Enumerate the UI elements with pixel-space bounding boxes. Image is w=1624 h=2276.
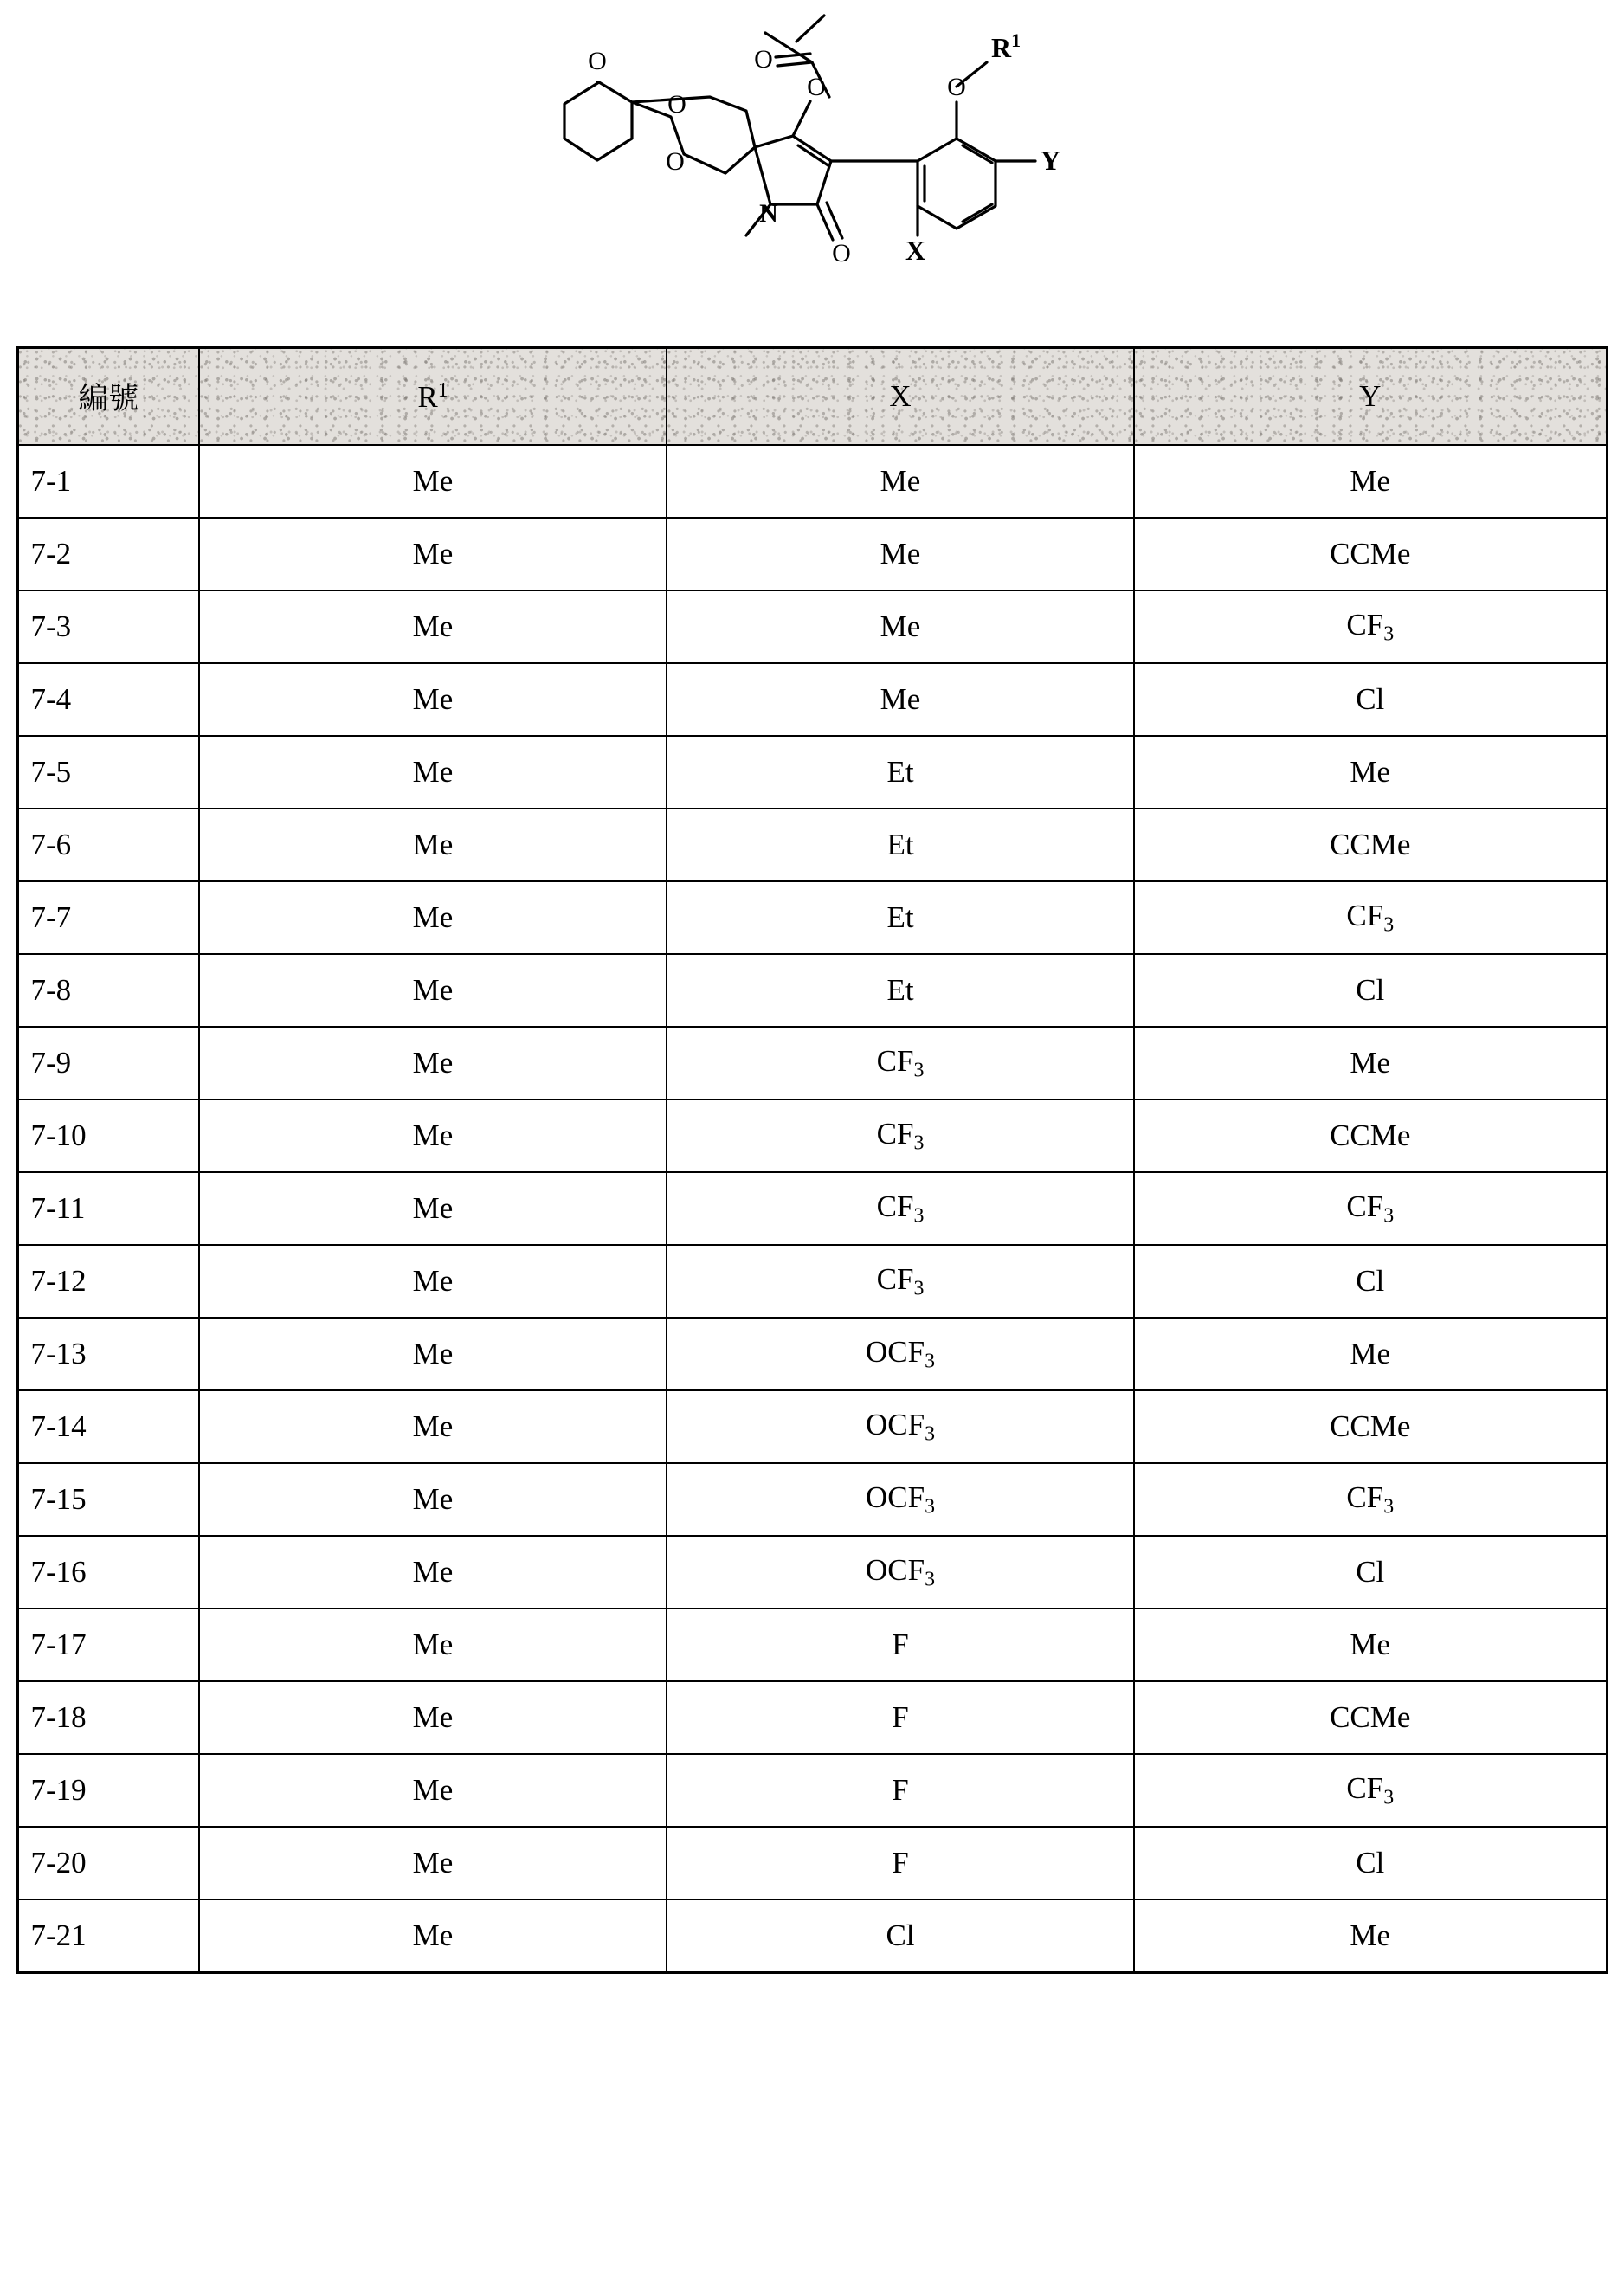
cell-r1: Me [199,518,667,590]
cell-number: 7-11 [17,1172,199,1245]
atom-label-o: O [667,90,686,119]
label-x: X [905,235,926,266]
cell-r1: Me [199,1609,667,1681]
cell-number: 7-3 [17,590,199,663]
cell-number: 7-2 [17,518,199,590]
cell-x: Cl [667,1899,1134,1973]
cell-r1: Me [199,881,667,954]
table-row [17,1099,1607,1172]
chemical-structure-figure [0,0,1624,346]
table-body [17,445,1607,1973]
cell-x: Et [667,954,1134,1027]
table-row [17,809,1607,881]
table-row [17,1463,1607,1536]
cell-y: Me [1134,1318,1607,1390]
cell-number: 7-8 [17,954,199,1027]
label-r1: $R^1$ [991,29,1021,63]
cell-y: Me [1134,1027,1607,1099]
cell-r1: Me [199,1318,667,1390]
cell-y: Me [1134,736,1607,809]
cell-x: Me [667,590,1134,663]
cell-x: Me [667,518,1134,590]
cell-number: 7-16 [17,1536,199,1609]
cell-number: 7-4 [17,663,199,736]
cell-y: CCMe [1134,518,1607,590]
cell-number: 7-15 [17,1463,199,1536]
substituent-table [16,346,1608,1974]
cell-x: Me [667,663,1134,736]
cell-x: Me [667,445,1134,518]
cell-x: Et [667,736,1134,809]
cell-y: $CF_3$ [1134,1172,1607,1245]
cell-number: 7-5 [17,736,199,809]
cell-y: $CF_3$ [1134,590,1607,663]
cell-r1: Me [199,1099,667,1172]
cell-x: $OCF_3$ [667,1390,1134,1463]
cell-r1: Me [199,1172,667,1245]
cell-x: F [667,1609,1134,1681]
table-row [17,1318,1607,1390]
cell-y: Me [1134,1899,1607,1973]
cell-y: $CF_3$ [1134,1754,1607,1827]
table-row [17,1245,1607,1318]
cell-x: F [667,1754,1134,1827]
cell-y: CCMe [1134,809,1607,881]
cell-x: F [667,1681,1134,1754]
cell-r1: Me [199,736,667,809]
cell-r1: Me [199,1463,667,1536]
cell-r1: Me [199,809,667,881]
cell-number: 7-12 [17,1245,199,1318]
cell-y: Cl [1134,1536,1607,1609]
table-row [17,954,1607,1027]
cell-r1: Me [199,1390,667,1463]
cell-r1: Me [199,1681,667,1754]
cell-number: 7-6 [17,809,199,881]
cell-x: $CF_3$ [667,1245,1134,1318]
cell-y: Me [1134,1609,1607,1681]
table-row [17,1027,1607,1099]
cell-r1: Me [199,1754,667,1827]
cell-number: 7-21 [17,1899,199,1973]
cell-r1: Me [199,590,667,663]
cell-r1: Me [199,445,667,518]
cell-number: 7-13 [17,1318,199,1390]
column-header-x: X [667,348,1134,446]
table-row [17,1899,1607,1973]
cell-y: CCMe [1134,1390,1607,1463]
cell-x: Et [667,881,1134,954]
cell-y: Me [1134,445,1607,518]
cell-number: 7-7 [17,881,199,954]
cell-y: CCMe [1134,1099,1607,1172]
cell-r1: Me [199,954,667,1027]
cell-number: 7-14 [17,1390,199,1463]
cell-x: Et [667,809,1134,881]
atom-label-o: O [666,147,685,176]
structure-svg [0,0,1624,346]
table-row [17,663,1607,736]
table-row [17,518,1607,590]
cell-x: F [667,1827,1134,1899]
cell-y: $CF_3$ [1134,1463,1607,1536]
cell-y: Cl [1134,1827,1607,1899]
cell-r1: Me [199,663,667,736]
cell-number: 7-17 [17,1609,199,1681]
cell-number: 7-19 [17,1754,199,1827]
cell-x: $OCF_3$ [667,1536,1134,1609]
atom-label-o: O [807,73,826,101]
table-row [17,1390,1607,1463]
cell-r1: Me [199,1899,667,1973]
atom-label-o: O [832,239,851,268]
atom-label-o: O [947,73,966,101]
label-y: Y [1041,145,1061,176]
cell-r1: Me [199,1027,667,1099]
table-row [17,1172,1607,1245]
table-row [17,736,1607,809]
table-row [17,1754,1607,1827]
cell-r1: Me [199,1827,667,1899]
cell-r1: Me [199,1245,667,1318]
cell-y: CCMe [1134,1681,1607,1754]
table-row [17,1536,1607,1609]
atom-label-o: O [588,47,607,75]
column-header-number: 編號 [17,348,199,446]
table-row [17,1681,1607,1754]
cell-y: Cl [1134,1245,1607,1318]
cell-y: $CF_3$ [1134,881,1607,954]
cell-y: Cl [1134,954,1607,1027]
cell-number: 7-1 [17,445,199,518]
table-row [17,881,1607,954]
atom-label-n: N [759,199,778,228]
table-header-row [17,348,1607,446]
cell-x: $CF_3$ [667,1099,1134,1172]
table-row [17,1609,1607,1681]
cell-x: $OCF_3$ [667,1463,1134,1536]
column-header-y: Y [1134,348,1607,446]
cell-number: 7-18 [17,1681,199,1754]
cell-x: $CF_3$ [667,1172,1134,1245]
cell-number: 7-9 [17,1027,199,1099]
table-row [17,445,1607,518]
table-row [17,1827,1607,1899]
cell-number: 7-20 [17,1827,199,1899]
cell-x: $CF_3$ [667,1027,1134,1099]
cell-r1: Me [199,1536,667,1609]
column-header-r1: $R^1$ [199,348,667,446]
cell-number: 7-10 [17,1099,199,1172]
cell-y: Cl [1134,663,1607,736]
atom-label-o: O [754,45,773,74]
cell-x: $OCF_3$ [667,1318,1134,1390]
table-row [17,590,1607,663]
